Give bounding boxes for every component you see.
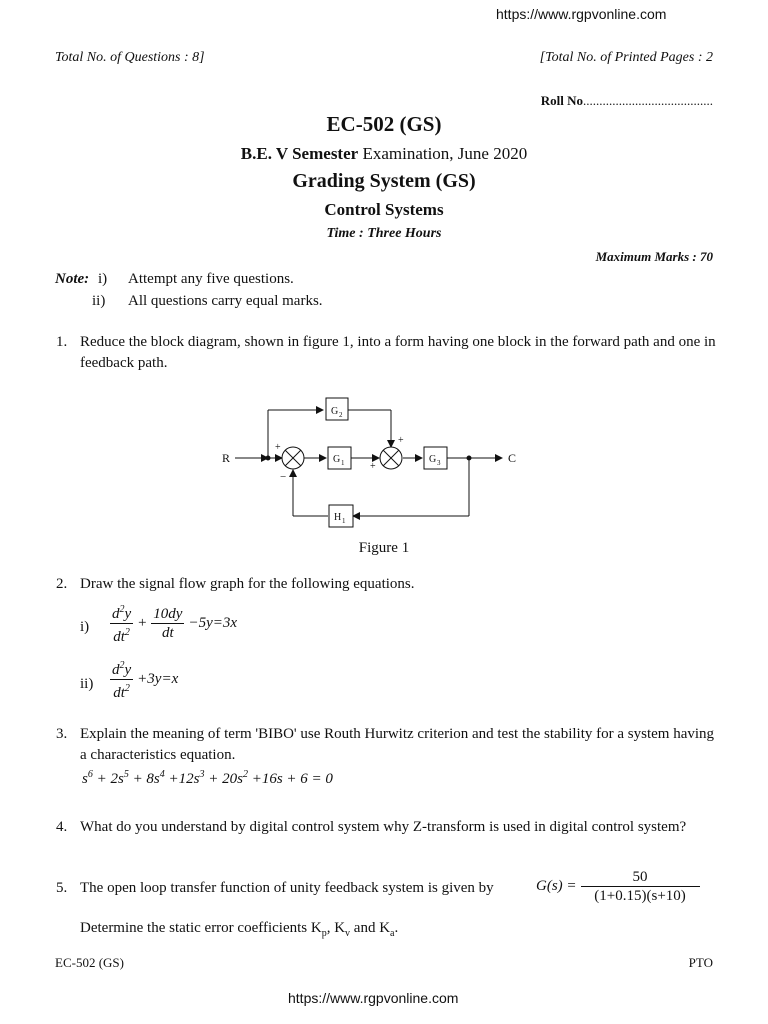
paper-code: EC-502 (GS) [326, 112, 442, 136]
q5-numerator: 50 [581, 868, 700, 887]
g1-sub: 1 [341, 459, 345, 467]
q2-part-i-label: i) [80, 619, 90, 635]
semester-bold: B.E. V Semester [240, 144, 359, 163]
sum1-plus-sign: + [275, 442, 281, 453]
total-questions: Total No. of Questions : 8] [55, 50, 205, 65]
footer-code: EC-502 (GS) [55, 955, 124, 970]
g1-label: G [333, 454, 341, 465]
total-pages: [Total No. of Printed Pages : 2 [539, 50, 713, 65]
note-item-2-text: All questions carry equal marks. [128, 293, 323, 309]
q2-equation-ii: $\frac{d^2y}{dt^2}$ +3y=x [110, 657, 178, 702]
sum1-minus-sign: − [280, 471, 287, 483]
sum2-plus-left-sign: + [370, 461, 376, 472]
grading-system: Grading System (GS) [292, 170, 476, 192]
g3-label: G [429, 454, 437, 465]
g2-sub: 2 [339, 411, 343, 419]
note-item-1-num: i) [98, 271, 108, 287]
q5-line2-text: Determine the static error coefficients K [80, 920, 322, 936]
block-diagram [210, 392, 530, 532]
semester-line [0, 144, 768, 164]
q3-characteristic-equation: $s^6 + 2s^5 + 8s^4 +12s^3 + 20s^2 +16s + 6 = 0$ [82, 769, 333, 787]
roll-number [541, 93, 713, 109]
q5-transfer-function: G(s) = $\frac{50}{(1+0.15)(s+10)}$ [536, 868, 700, 905]
sum2-plus-top-sign: + [398, 435, 404, 446]
input-label: R [222, 451, 231, 465]
h1-label: H [334, 512, 342, 523]
note-label: Note: [55, 271, 90, 287]
question-1-number: 1. [56, 334, 68, 350]
max-marks: Maximum Marks : 70 [595, 249, 713, 264]
q2-equation-i: $\frac{d^2y}{dt^2}$ + $\frac{10dy}{dt}$ −5y=3x [110, 601, 237, 646]
question-3-text: Explain the meaning of term 'BIBO' use Routh Hurwitz criterion and test the stability for a system having a characteristics equation. [80, 726, 715, 763]
semester-rest: Examination, June 2020 [358, 144, 528, 163]
roll-label: Roll No [540, 93, 583, 108]
question-5-text: The open loop transfer function of unity feedback system is given by [80, 880, 494, 896]
note-item-2 [92, 291, 105, 312]
q5-denominator: (1+0.15)(s+10) [594, 888, 686, 904]
question-5-number: 5. [56, 880, 68, 896]
time: Time : Three Hours [326, 226, 442, 241]
h1-sub: 1 [342, 517, 346, 525]
question-1-text: Reduce the block diagram, shown in figure 1, into a form having one block in the forward path and one in feedback path. [80, 334, 716, 371]
bottom-url[interactable]: https://www.rgpvonline.com [288, 990, 459, 1006]
summing-junction-1 [282, 447, 304, 469]
g2-label: G [331, 406, 339, 417]
note [55, 269, 89, 290]
subject: Control Systems [324, 200, 444, 219]
question-4-number: 4. [56, 819, 68, 835]
question-4-text: What do you understand by digital control system why Z-transform is used in digital control system? [80, 819, 687, 835]
output-label: C [508, 451, 517, 465]
summing-junction-2 [380, 447, 402, 469]
g3-sub: 3 [437, 459, 441, 467]
note-item-1-text: Attempt any five questions. [128, 271, 294, 287]
top-url[interactable]: https://www.rgpvonline.com [496, 6, 667, 22]
question-3-number: 3. [56, 726, 68, 742]
q2-part-ii-label: ii) [80, 676, 94, 692]
question-2-text: Draw the signal flow graph for the following equations. [80, 576, 415, 592]
note-item-1 [98, 269, 107, 290]
figure-caption: Figure 1 [358, 540, 410, 556]
note-item-2-num: ii) [92, 293, 106, 309]
footer-pto: PTO [688, 955, 713, 970]
question-2-number: 2. [56, 576, 68, 592]
roll-dots: ........................................ [583, 93, 713, 108]
question-5-line-2: Determine the static error coefficients $K_p$, $K_v$ and $K_a$. [80, 920, 399, 939]
